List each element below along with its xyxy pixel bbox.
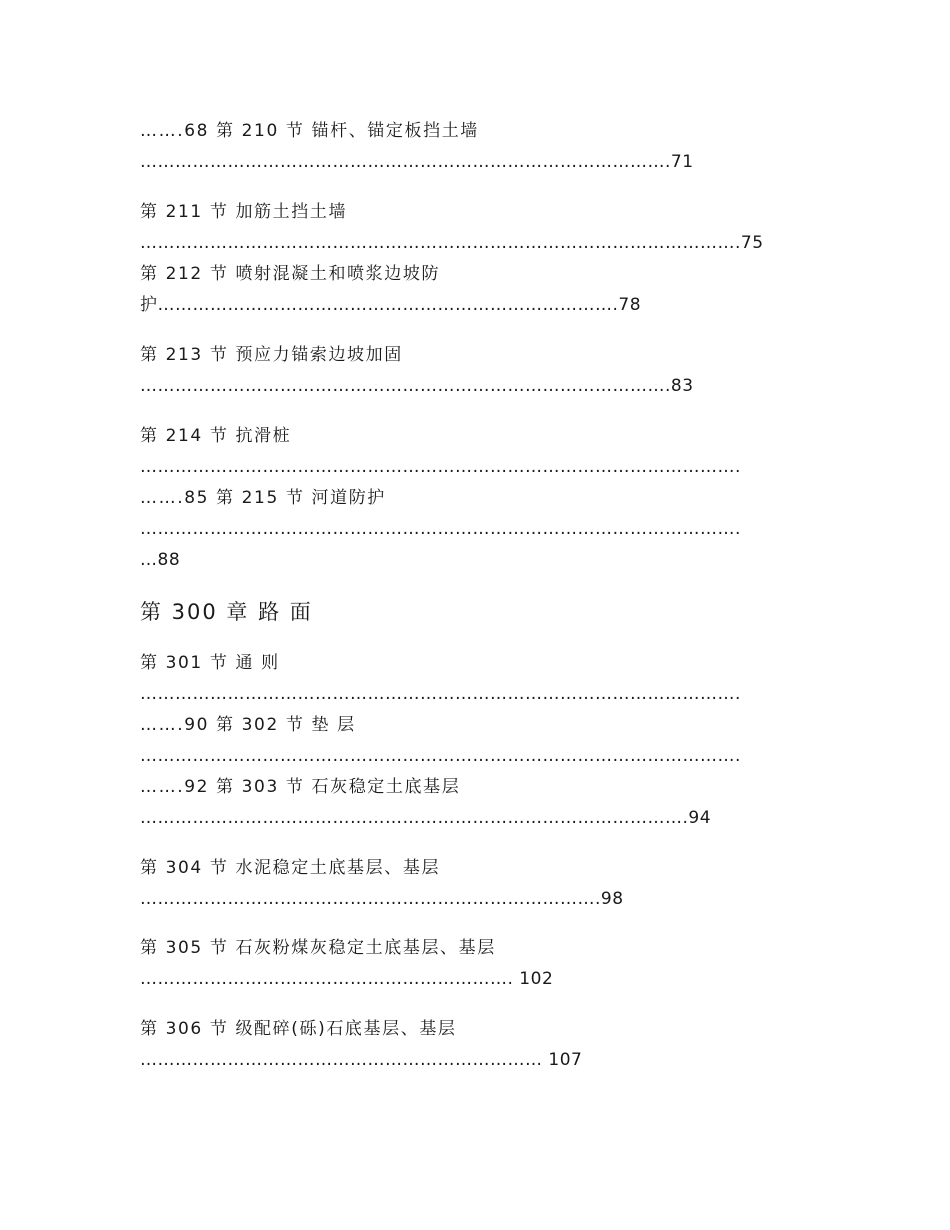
- toc-leader-304: …………………………………………………………………….98: [140, 889, 624, 909]
- toc-entry-301[interactable]: 第 301 节 通 则: [140, 653, 280, 673]
- toc-entry-302[interactable]: …….90 第 302 节 垫 层: [140, 715, 356, 735]
- toc-page-215: …88: [140, 550, 181, 570]
- toc-leader-303: ………………………………………………………………………………….94: [140, 808, 712, 828]
- toc-entry-305[interactable]: 第 305 节 石灰粉煤灰稳定土底基层、基层: [140, 938, 496, 958]
- toc-entry-212[interactable]: 第 212 节 喷射混凝土和喷浆边坡防: [140, 264, 441, 284]
- toc-leader-305: ………………………………………………………. 102: [140, 969, 554, 989]
- toc-leader-213: ……………………………………………………………………………….83: [140, 376, 694, 396]
- toc-entry-214[interactable]: 第 214 节 抗滑桩: [140, 426, 292, 446]
- toc-entry-211[interactable]: 第 211 节 加筋土挡土墙: [140, 202, 348, 222]
- toc-entry-213[interactable]: 第 213 节 预应力锚索边坡加固: [140, 345, 403, 365]
- toc-leader-215: ………………………………………………………………………………………….: [140, 519, 741, 539]
- toc-leader-211: ………………………………………………………………………………………….75: [140, 233, 764, 253]
- toc-entry-210[interactable]: …….68 第 210 节 锚杆、锚定板挡土墙: [140, 121, 479, 141]
- chapter-heading[interactable]: 第 300 章 路 面: [140, 600, 313, 624]
- toc-leader-214: ………………………………………………………………………………………….: [140, 457, 741, 477]
- toc-leader-212: 护…………………………………………………………………….78: [140, 295, 642, 315]
- toc-entry-304[interactable]: 第 304 节 水泥稳定土底基层、基层: [140, 858, 441, 878]
- toc-leader-301: ………………………………………………………………………………………….: [140, 684, 741, 704]
- toc-leader-302: ………………………………………………………………………………………….: [140, 746, 741, 766]
- toc-entry-215[interactable]: …….85 第 215 节 河道防护: [140, 488, 386, 508]
- toc-leader-306: …………………………………………………………… 107: [140, 1050, 583, 1070]
- toc-entry-306[interactable]: 第 306 节 级配碎(砾)石底基层、基层: [140, 1019, 457, 1039]
- toc-leader-210: ……………………………………………………………………………….71: [140, 152, 694, 172]
- toc-entry-303[interactable]: …….92 第 303 节 石灰稳定土底基层: [140, 777, 461, 797]
